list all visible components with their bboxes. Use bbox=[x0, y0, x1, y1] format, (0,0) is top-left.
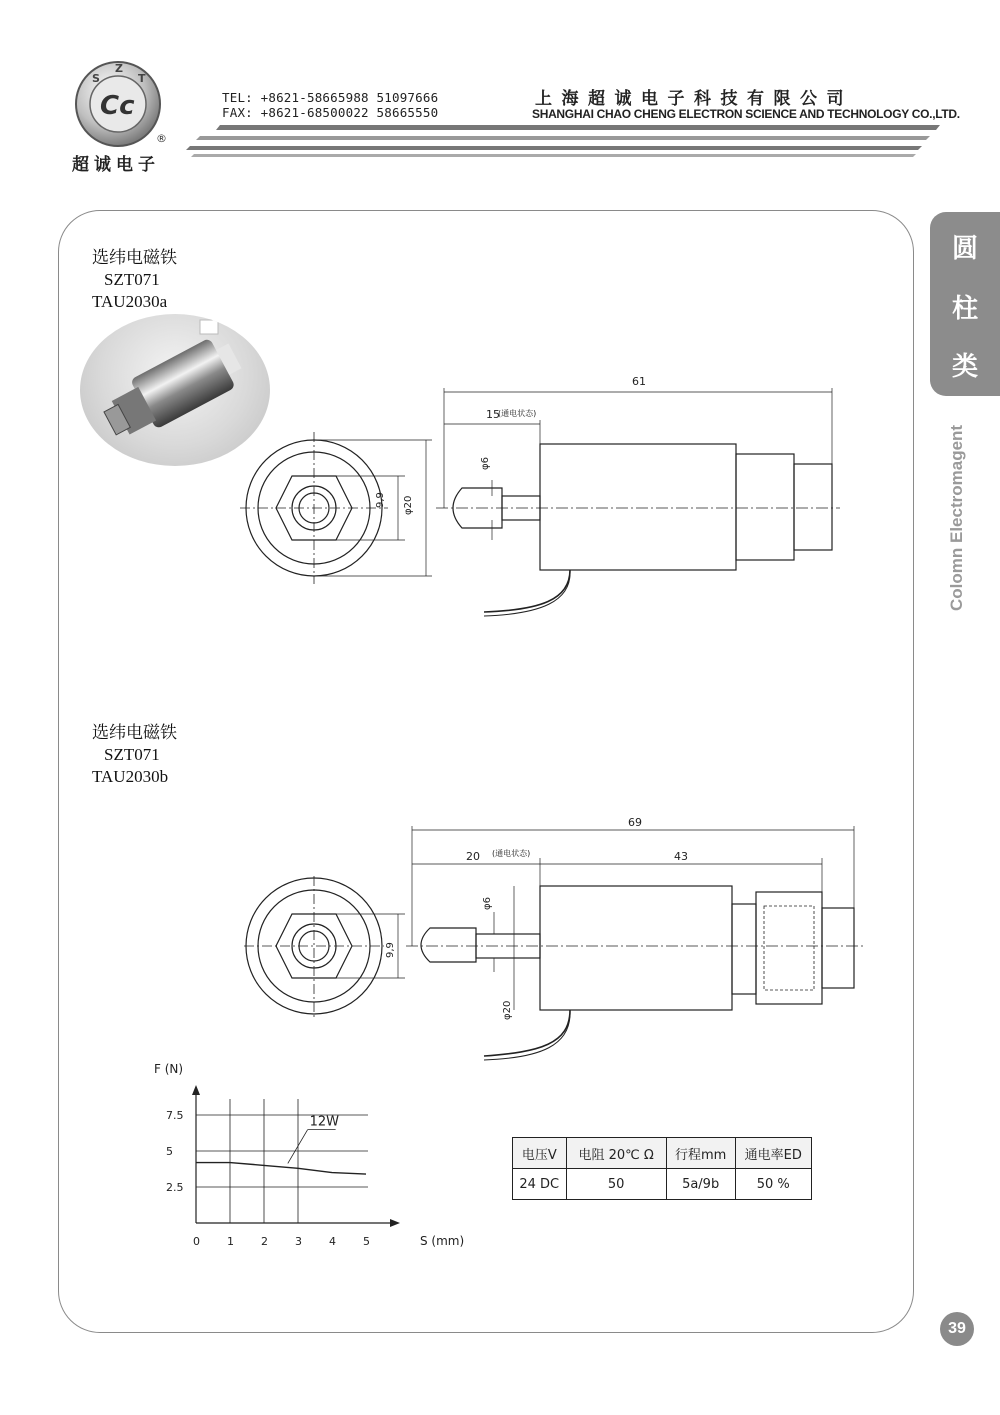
logo-letter-t: T bbox=[138, 72, 146, 85]
chart-y-tick-label: 5 bbox=[166, 1145, 173, 1158]
drawing-b bbox=[240, 812, 865, 1068]
product-a-code: TAU2030a bbox=[92, 292, 168, 311]
chart-x-tick-label: 3 bbox=[295, 1235, 302, 1248]
chart-x-label: S (mm) bbox=[420, 1234, 465, 1248]
fax-line: FAX: +8621-68500022 58665550 bbox=[222, 105, 439, 120]
company-name-cn: 上海超诚电子科技有限公司 bbox=[535, 89, 853, 109]
chart-curve-label: 12W bbox=[309, 1114, 340, 1130]
drawing-a bbox=[240, 370, 840, 630]
product-a-model: SZT071 bbox=[104, 270, 160, 289]
spec-table bbox=[512, 1137, 812, 1200]
logo-monogram: Cc bbox=[100, 91, 135, 121]
product-a-name: 选纬电磁铁 bbox=[92, 248, 177, 268]
dim-a-plunger-dia: φ6 bbox=[480, 457, 491, 470]
dim-b-stroke: 20 bbox=[466, 850, 480, 863]
logo-registered-mark: ® bbox=[156, 132, 167, 145]
header-stripes bbox=[180, 124, 960, 160]
product-a-label bbox=[92, 247, 177, 313]
spec-header-resistance: 电阻 20℃ Ω bbox=[566, 1138, 666, 1169]
dim-a-face: 9,9 bbox=[375, 492, 386, 508]
page-number: 39 bbox=[940, 1312, 974, 1346]
category-char-1: 圆 bbox=[951, 234, 978, 264]
spec-table-row bbox=[513, 1169, 812, 1200]
chart-plot-area bbox=[166, 1085, 400, 1248]
chart-x-axis-arrow bbox=[390, 1219, 400, 1227]
dim-b-stroke-note: (通电状态) bbox=[492, 849, 531, 858]
dim-a-stroke-note: (通电状态) bbox=[498, 409, 537, 418]
company-name-en: SHANGHAI CHAO CHENG ELECTRON SCIENCE AND TECHNOLOGY CO.,LTD. bbox=[532, 107, 960, 121]
dim-a-overall: 61 bbox=[632, 375, 646, 388]
tel-line: TEL: +8621-58665988 51097666 bbox=[222, 90, 439, 105]
dim-b-face: 9,9 bbox=[385, 942, 396, 958]
chart-y-label: F (N) bbox=[154, 1062, 184, 1076]
dim-a-stroke: 15 bbox=[486, 408, 500, 421]
chart-x-tick-label: 4 bbox=[329, 1235, 336, 1248]
product-b-code: TAU2030b bbox=[92, 767, 169, 786]
contact-info bbox=[222, 90, 438, 120]
spec-duty: 50 % bbox=[735, 1169, 812, 1200]
chart-y-tick-label: 2.5 bbox=[166, 1181, 184, 1194]
spec-stroke: 5a/9b bbox=[666, 1169, 735, 1200]
logo-label: 超诚电子 bbox=[72, 155, 160, 175]
spec-resistance: 50 bbox=[566, 1169, 666, 1200]
product-b-label bbox=[92, 722, 177, 788]
chart-x-tick-label: 0 bbox=[193, 1235, 200, 1248]
chart-x-tick-label: 2 bbox=[261, 1235, 268, 1248]
company-logo bbox=[70, 58, 174, 150]
header bbox=[0, 0, 1000, 200]
chart-y-tick-label: 7.5 bbox=[166, 1109, 184, 1122]
spec-header-voltage: 电压V bbox=[513, 1138, 567, 1169]
spec-table-header-row bbox=[513, 1138, 812, 1169]
dim-b-plunger-dia: φ6 bbox=[482, 897, 493, 910]
category-char-3: 类 bbox=[951, 352, 978, 382]
spec-voltage: 24 DC bbox=[513, 1169, 567, 1200]
logo-letter-z: Z bbox=[115, 62, 123, 75]
chart-x-tick-label: 1 bbox=[227, 1235, 234, 1248]
chart-x-tick-label: 5 bbox=[363, 1235, 370, 1248]
force-stroke-chart bbox=[140, 1055, 470, 1255]
product-b-model: SZT071 bbox=[104, 745, 160, 764]
product-b-name: 选纬电磁铁 bbox=[92, 723, 177, 743]
category-english: Colomn Electromagent bbox=[947, 424, 966, 611]
spec-header-stroke: 行程mm bbox=[666, 1138, 735, 1169]
category-char-2: 柱 bbox=[951, 294, 978, 324]
spec-header-duty: 通电率ED bbox=[735, 1138, 812, 1169]
dim-a-body-dia: φ20 bbox=[403, 495, 414, 515]
dim-b-body-dia: φ20 bbox=[502, 1000, 513, 1020]
chart-series-line bbox=[196, 1163, 366, 1175]
dim-b-overall: 69 bbox=[628, 816, 642, 829]
chart-y-axis-arrow bbox=[192, 1085, 200, 1095]
dim-b-body-length: 43 bbox=[674, 850, 688, 863]
logo-letter-s: S bbox=[92, 72, 100, 85]
